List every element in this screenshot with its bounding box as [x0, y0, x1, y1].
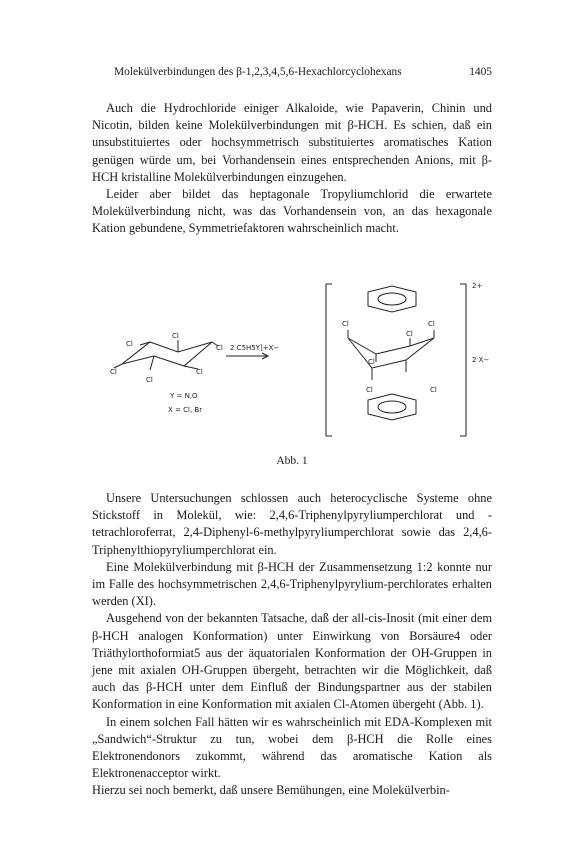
figure-caption: Abb. 1 — [276, 455, 308, 467]
reaction-scheme-figure — [110, 276, 490, 446]
x-anion-label: X = Cl, Br — [168, 406, 203, 414]
reaction-scheme-drawing — [110, 276, 490, 446]
cyclohexane-chair-left — [122, 342, 212, 366]
cl-label: Cl — [342, 320, 349, 328]
page-number: 1405 — [469, 66, 492, 78]
benzene-ring-bottom — [368, 394, 416, 420]
aromatic-circle-bottom — [378, 401, 406, 413]
cl-label: Cl — [428, 320, 435, 328]
cl-label: Cl — [146, 376, 153, 384]
paragraph: Auch die Hydrochloride einiger Alkaloide, wie Papaverin, Chinin und Nicotin, bilden keine Molekülverbindungen mit β-HCH. Es schien, daß ein unsubstituiertes oder hochsymmetrisch substituiertes aromatisches Kation genügen würde um, bei Vorhandensein eines entsprechenden Anions, mit β-HCH kristalline Molekülverbindungen einzugehen. — [92, 101, 492, 184]
cl-label: Cl — [216, 344, 223, 352]
paragraph: Ausgehend von der bekannten Tatsache, daß der all-cis-Inosit (mit einer dem β-HCH analogen Konformation) unter Einwirkung von Borsäure4 oder Triäthylorthoformiat5 aus der äquatorialen Konformation der OH-Gruppen in jene mit axialen OH-Gruppen übergeht, betrachten wir die Möglichkeit, daß auch das β-HCH unter dem Einfluß der Bindungspartner aus der stabilen Konformation in eine Konformation mit axialen Cl-Atomen übergeht (Abb. 1). — [92, 611, 492, 712]
reagent-label: 2 C5H5Y]+X− — [230, 344, 280, 352]
paragraph: In einem solchen Fall hätten wir es wahrscheinlich mit EDA-Komplexen mit „Sandwich“-Struktur zu tun, wobei dem β-HCH die Rolle eines Elektronendonors zukommt, während das aromatische Kation als Elektronenacceptor wirkt. — [92, 714, 492, 781]
right-bracket — [460, 284, 466, 436]
cl-label: Cl — [172, 332, 179, 340]
cyclohexane-chair-axial — [348, 338, 434, 368]
paragraph: Eine Molekülverbindung mit β-HCH der Zusammensetzung 1:2 konnte nur im Falle des hochsymmetrischen 2,4,6-Triphenylpyrylium-perchlorates erhalten werden (XI). — [92, 559, 492, 609]
paragraph: Unsere Untersuchungen schlossen auch heterocyclische Systeme ohne Stickstoff in Molekül, wie: 2,4,6-Triphenylpyryliumperchlorat und -tetrachloroferrat, 2,4-Diphenyl-6-methylpyryliumperchlorat sowie das 2,4,6-Triphenylthiopyryliumperchlorat ein. — [92, 491, 492, 557]
running-header — [100, 66, 492, 82]
anion-label: 2 X− — [472, 356, 490, 364]
paragraph: Leider aber bildet das heptagonale Tropyliumchlorid die erwartete Molekülverbindung nicht, was das Vorhandensein von, an das hexagonale Kation gebundene, Symmetriefaktoren wahrscheinlich macht. — [92, 187, 492, 236]
cl-label: Cl — [196, 368, 203, 376]
cl-label: Cl — [110, 368, 117, 376]
left-bracket — [326, 284, 332, 436]
equatorial-bond — [150, 356, 154, 370]
paragraph: Hierzu sei noch bemerkt, daß unsere Bemühungen, eine Molekülverbin- — [92, 783, 450, 798]
running-title: Molekülverbindungen des β-1,2,3,4,5,6-Hexachlorcyclohexans — [114, 66, 402, 78]
cl-label: Cl — [430, 386, 437, 394]
cl-label: Cl — [126, 340, 133, 348]
text-block-top — [92, 100, 492, 238]
cl-label: Cl — [406, 330, 413, 338]
cl-label: Cl — [366, 386, 373, 394]
text-block-bottom — [92, 490, 492, 800]
cl-label: Cl — [368, 358, 375, 366]
y-substituent-label: Y = N,O — [170, 392, 198, 400]
benzene-ring-top — [368, 286, 416, 312]
aromatic-circle-top — [378, 293, 406, 305]
charge-label: 2+ — [472, 282, 483, 290]
